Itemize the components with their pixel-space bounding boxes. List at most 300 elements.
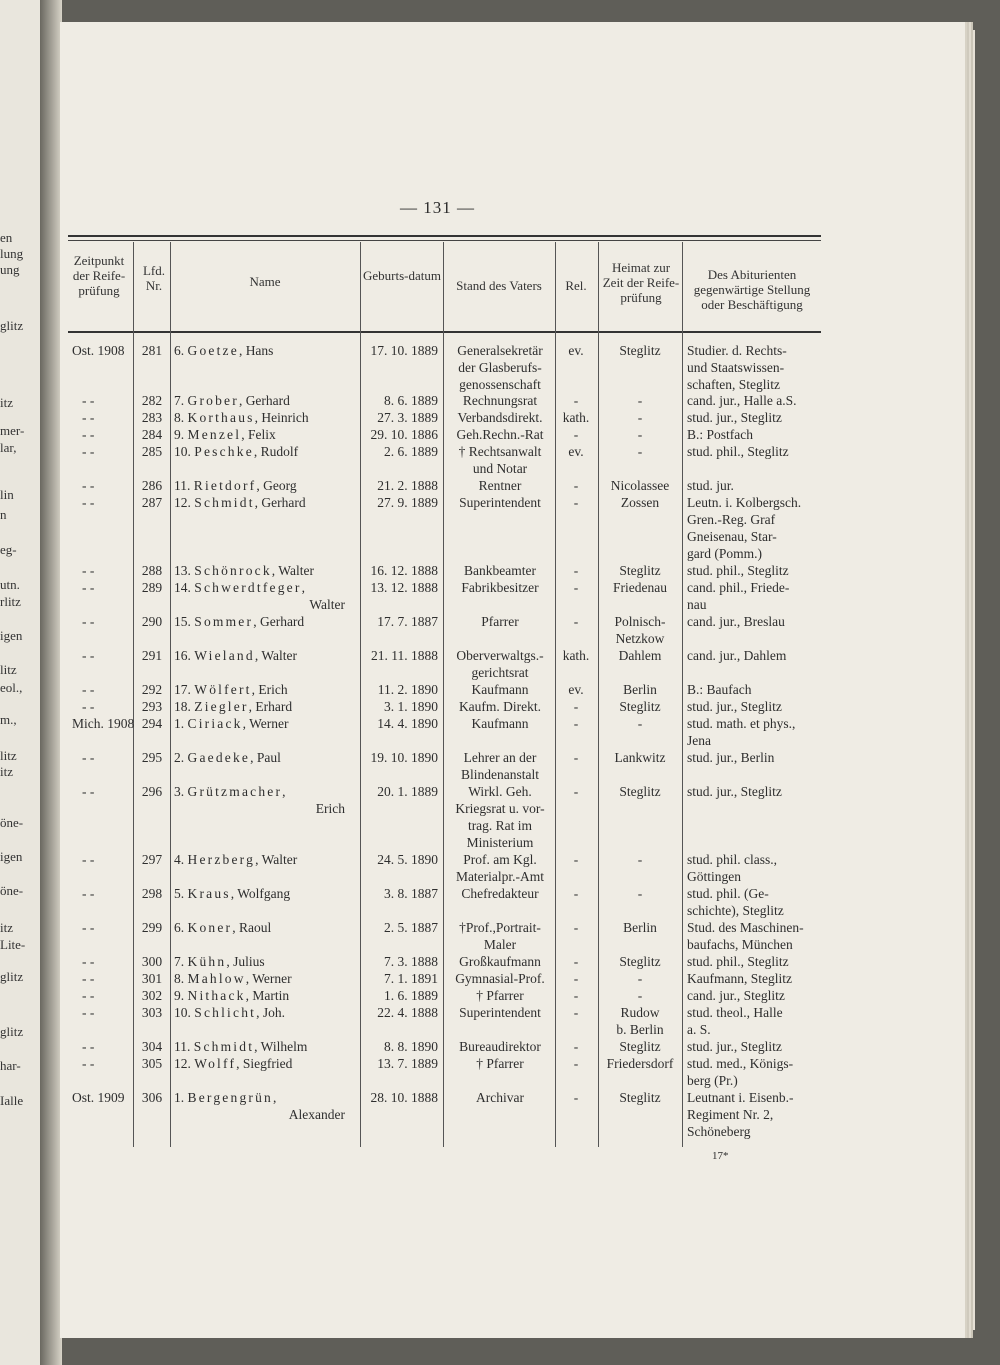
cell-zeitpunkt: - -	[82, 699, 95, 714]
cell-zeitpunkt: - -	[82, 648, 95, 663]
cell-stellung: und Staatswissen-	[687, 360, 785, 375]
cell-stellung: stud. theol., Halle	[687, 1005, 783, 1020]
cell-stellung: Göttingen	[687, 869, 741, 884]
cell-stellung: stud. jur., Steglitz	[687, 699, 782, 714]
cell-zeitpunkt: - -	[82, 971, 95, 986]
cell-heimat: -	[637, 971, 643, 986]
cell-stand-vaters: Gymnasial-Prof.	[455, 971, 545, 986]
cell-name-cont: Erich	[315, 801, 345, 816]
cell-heimat: -	[637, 444, 643, 459]
cell-geburtsdatum: 17. 10. 1889	[370, 343, 438, 358]
adjacent-page-text: har-	[0, 1058, 21, 1073]
forename: , Joh.	[256, 1005, 285, 1020]
cell-geburtsdatum: 22. 4. 1888	[377, 1005, 438, 1020]
cell-name	[174, 681, 288, 698]
cell-lfd-nr: 306	[141, 1090, 163, 1105]
cell-heimat: Friedenau	[613, 580, 667, 595]
cell-stand-vaters: Oberverwaltgs.-	[456, 648, 544, 663]
column-divider	[682, 242, 683, 1147]
cell-stellung: schaften, Steglitz	[687, 377, 780, 392]
signature-mark: 17*	[712, 1150, 729, 1162]
forename: , Werner	[242, 716, 289, 731]
cell-rel: ev.	[568, 343, 584, 358]
cell-name-cont: Walter	[309, 597, 345, 612]
cell-zeitpunkt: - -	[82, 784, 95, 799]
cell-heimat: b. Berlin	[616, 1022, 664, 1037]
cell-zeitpunkt: Mich. 1908	[72, 716, 135, 731]
cell-heimat: -	[637, 427, 643, 442]
cell-stand-vaters: † Rechtsanwalt	[458, 444, 542, 459]
cell-lfd-nr: 287	[141, 495, 163, 510]
cell-rel: -	[573, 495, 579, 510]
cell-rel: -	[573, 427, 579, 442]
cell-zeitpunkt: - -	[82, 750, 95, 765]
name-number: 16.	[174, 648, 195, 663]
cell-rel: -	[573, 393, 579, 408]
cell-lfd-nr: 299	[141, 920, 163, 935]
header-zeitpunkt: Zeitpunkt der Reife-prüfung	[72, 253, 126, 298]
surname: Schmidt	[193, 1039, 255, 1054]
name-number: 13.	[174, 563, 195, 578]
cell-heimat: Berlin	[623, 682, 657, 697]
cell-lfd-nr: 285	[141, 444, 163, 459]
name-number: 6.	[174, 920, 188, 935]
cell-geburtsdatum: 28. 10. 1888	[370, 1090, 438, 1105]
adjacent-page-text: glitz	[0, 969, 24, 984]
surname: Mahlow	[187, 971, 246, 986]
cell-heimat: Lankwitz	[614, 750, 666, 765]
surname: Ziegler	[194, 699, 249, 714]
cell-geburtsdatum: 1. 6. 1889	[384, 988, 438, 1003]
cell-stellung: cand. jur., Steglitz	[687, 988, 785, 1003]
cell-lfd-nr: 298	[141, 886, 163, 901]
cell-geburtsdatum: 27. 9. 1889	[377, 495, 438, 510]
cell-geburtsdatum: 13. 7. 1889	[377, 1056, 438, 1071]
cell-lfd-nr: 305	[141, 1056, 163, 1071]
adjacent-page-text: itz	[0, 764, 13, 779]
cell-zeitpunkt: - -	[82, 1039, 95, 1054]
surname: Sommer	[194, 614, 254, 629]
cell-zeitpunkt: - -	[82, 954, 95, 969]
cell-rel: -	[573, 971, 579, 986]
adjacent-page-text: litz	[0, 662, 17, 677]
cell-rel: ev.	[568, 444, 584, 459]
cell-lfd-nr: 293	[141, 699, 163, 714]
cell-rel: ev.	[568, 682, 584, 697]
cell-stellung: gard (Pomm.)	[687, 546, 762, 561]
cell-stand-vaters: Bureaudirektor	[459, 1039, 541, 1054]
cell-stellung: stud. jur., Steglitz	[687, 784, 782, 799]
cell-rel: -	[573, 1090, 579, 1105]
cell-stellung: Jena	[687, 733, 711, 748]
cell-zeitpunkt: Ost. 1908	[72, 343, 125, 358]
cell-stand-vaters: Superintendent	[459, 495, 541, 510]
cell-geburtsdatum: 27. 3. 1889	[377, 410, 438, 425]
cell-zeitpunkt: Ost. 1909	[72, 1090, 125, 1105]
cell-name	[174, 749, 281, 766]
cell-rel: -	[573, 750, 579, 765]
cell-name	[174, 392, 290, 409]
cell-rel: kath.	[562, 648, 590, 663]
cell-geburtsdatum: 17. 7. 1887	[377, 614, 438, 629]
forename: , Raoul	[232, 920, 272, 935]
cell-name	[174, 1038, 307, 1055]
forename: , Werner	[245, 971, 292, 986]
forename: , Gerhard	[238, 393, 290, 408]
cell-heimat: Friedersdorf	[606, 1056, 674, 1071]
cell-lfd-nr: 297	[141, 852, 163, 867]
name-number: 9.	[174, 988, 188, 1003]
cell-stellung: Leutnant i. Eisenb.-	[687, 1090, 794, 1105]
surname: Schönrock	[194, 563, 272, 578]
adjacent-page-text: mer-	[0, 423, 25, 438]
name-number: 9.	[174, 427, 188, 442]
header-rel: Rel.	[565, 278, 587, 293]
cell-stand-vaters: Chefredakteur	[461, 886, 539, 901]
cell-stellung: stud. phil., Steglitz	[687, 954, 789, 969]
adjacent-page-text: öne-	[0, 883, 24, 898]
cell-stand-vaters: Lehrer an der	[463, 750, 537, 765]
forename: , Rudolf	[253, 444, 299, 459]
adjacent-page-edge	[0, 0, 42, 1365]
cell-stand-vaters: Kaufmann	[471, 716, 529, 731]
table-header-rule	[68, 331, 821, 333]
cell-zeitpunkt: - -	[82, 427, 95, 442]
name-number: 15.	[174, 614, 195, 629]
adjacent-page-text: utn.	[0, 577, 20, 592]
forename: , Erich	[251, 682, 288, 697]
header-geburtsdatum: Geburts-datum	[363, 268, 441, 283]
cell-lfd-nr: 296	[141, 784, 163, 799]
cell-zeitpunkt: - -	[82, 920, 95, 935]
name-number: 12.	[174, 495, 195, 510]
surname: Goetze	[187, 343, 239, 358]
book-page	[60, 22, 965, 1338]
name-number: 8.	[174, 971, 188, 986]
cell-name	[174, 851, 297, 868]
cell-rel: -	[573, 563, 579, 578]
surname: Korthaus	[187, 410, 255, 425]
cell-stellung: Stud. des Maschinen-	[687, 920, 804, 935]
adjacent-page-text: eol.,	[0, 680, 23, 695]
adjacent-page-text: litz	[0, 748, 17, 763]
name-number: 6.	[174, 343, 188, 358]
cell-stand-vaters: Rentner	[478, 478, 522, 493]
cell-stellung: stud. phil., Steglitz	[687, 563, 789, 578]
cell-lfd-nr: 301	[141, 971, 163, 986]
cell-lfd-nr: 291	[141, 648, 163, 663]
cell-geburtsdatum: 21. 2. 1888	[377, 478, 438, 493]
cell-zeitpunkt: - -	[82, 444, 95, 459]
cell-stellung: Leutn. i. Kolbergsch.	[687, 495, 802, 510]
adjacent-page-text: ung	[0, 262, 20, 277]
cell-geburtsdatum: 16. 12. 1888	[370, 563, 438, 578]
cell-stand-vaters: † Pfarrer	[476, 1056, 524, 1071]
cell-stand-vaters: Ministerium	[466, 835, 534, 850]
forename: , Julius	[226, 954, 265, 969]
adjacent-page-text: n	[0, 507, 7, 522]
adjacent-page-text: lung	[0, 246, 24, 261]
cell-zeitpunkt: - -	[82, 495, 95, 510]
cell-stellung: schichte), Steglitz	[687, 903, 784, 918]
cell-name	[174, 698, 292, 715]
cell-stand-vaters: der Glasberufs-	[458, 360, 542, 375]
cell-name	[174, 579, 305, 596]
cell-name	[174, 409, 309, 426]
cell-stand-vaters: Archivar	[476, 1090, 524, 1105]
forename: , Gerhard	[254, 495, 306, 510]
name-number: 11.	[174, 478, 194, 493]
adjacent-page-text: lin	[0, 487, 14, 502]
cell-stellung: cand. phil., Friede-	[687, 580, 790, 595]
cell-stand-vaters: Superintendent	[459, 1005, 541, 1020]
surname: Kraus	[187, 886, 231, 901]
cell-heimat: -	[637, 716, 643, 731]
book-gutter	[40, 0, 62, 1365]
cell-name	[174, 953, 265, 970]
cell-stand-vaters: Kaufmann	[471, 682, 529, 697]
cell-heimat: Steglitz	[619, 954, 661, 969]
name-number: 7.	[174, 393, 188, 408]
cell-name	[174, 783, 286, 800]
cell-geburtsdatum: 7. 3. 1888	[384, 954, 438, 969]
page-number: — 131 —	[400, 198, 475, 217]
cell-rel: -	[573, 988, 579, 1003]
adjacent-page-text: Lite-	[0, 937, 26, 952]
cell-stellung: stud. jur., Steglitz	[687, 1039, 782, 1054]
cell-stellung: stud. med., Königs-	[687, 1056, 794, 1071]
cell-lfd-nr: 281	[141, 343, 163, 358]
surname: Schlicht	[194, 1005, 257, 1020]
cell-rel: -	[573, 954, 579, 969]
cell-zeitpunkt: - -	[82, 1005, 95, 1020]
name-number: 12.	[174, 1056, 195, 1071]
cell-heimat: Polnisch-	[614, 614, 666, 629]
cell-stand-vaters: Bankbeamter	[464, 563, 536, 578]
cell-name	[174, 970, 292, 987]
cell-stellung: Gneisenau, Star-	[687, 529, 777, 544]
cell-rel: -	[573, 1039, 579, 1054]
cell-name	[174, 1004, 285, 1021]
surname: Ciriack	[187, 716, 243, 731]
cell-name	[174, 715, 289, 732]
cell-heimat: -	[637, 988, 643, 1003]
adjacent-page-text: en	[0, 230, 13, 245]
cell-stellung: nau	[687, 597, 707, 612]
surname: Rietdorf	[193, 478, 257, 493]
cell-stellung: Schöneberg	[687, 1124, 751, 1139]
cell-stand-vaters: und Notar	[472, 461, 528, 476]
cell-geburtsdatum: 19. 10. 1890	[370, 750, 438, 765]
cell-lfd-nr: 292	[141, 682, 163, 697]
cell-rel: -	[573, 1056, 579, 1071]
cell-stand-vaters: Geh.Rechn.-Rat	[456, 427, 544, 442]
cell-zeitpunkt: - -	[82, 988, 95, 1003]
forename: , Walter	[255, 852, 298, 867]
forename: , Wolfgang	[230, 886, 291, 901]
header-heimat: Heimat zur Zeit der Reife-prüfung	[602, 260, 680, 305]
adjacent-page-text: Ialle	[0, 1093, 24, 1108]
header-lfd-nr: Lfd. Nr.	[142, 263, 166, 293]
cell-geburtsdatum: 29. 10. 1886	[370, 427, 438, 442]
surname: Wieland	[194, 648, 255, 663]
cell-stand-vaters: Verbandsdirekt.	[457, 410, 543, 425]
surname: Schmidt	[194, 495, 255, 510]
cell-geburtsdatum: 13. 12. 1888	[370, 580, 438, 595]
surname: Grober	[187, 393, 239, 408]
cell-lfd-nr: 283	[141, 410, 163, 425]
forename: , Walter	[271, 563, 314, 578]
name-number: 17.	[174, 682, 195, 697]
cell-heimat: Dahlem	[618, 648, 662, 663]
cell-stand-vaters: Blindenanstalt	[461, 767, 539, 782]
cell-stand-vaters: Wirkl. Geh.	[468, 784, 532, 799]
name-number: 1.	[174, 1090, 188, 1105]
cell-rel: -	[573, 886, 579, 901]
table-top-rule	[68, 235, 821, 237]
column-divider	[443, 242, 444, 1147]
cell-name	[174, 562, 314, 579]
cell-stand-vaters: Kriegsrat u. vor-	[455, 801, 545, 816]
cell-zeitpunkt: - -	[82, 614, 95, 629]
cell-lfd-nr: 303	[141, 1005, 163, 1020]
header-stand-vaters: Stand des Vaters	[456, 278, 542, 293]
cell-geburtsdatum: 2. 5. 1887	[384, 920, 438, 935]
cell-lfd-nr: 290	[141, 614, 163, 629]
adjacent-page-text: m.,	[0, 712, 17, 727]
cell-geburtsdatum: 24. 5. 1890	[377, 852, 438, 867]
cell-name	[174, 477, 297, 494]
surname: Wölfert	[194, 682, 252, 697]
cell-stand-vaters: †Prof.,Portrait-	[459, 920, 541, 935]
cell-geburtsdatum: 3. 8. 1887	[384, 886, 438, 901]
cell-rel: -	[573, 784, 579, 799]
cell-stellung: cand. jur., Halle a.S.	[687, 393, 797, 408]
name-number: 5.	[174, 886, 188, 901]
cell-zeitpunkt: - -	[82, 410, 95, 425]
cell-lfd-nr: 304	[141, 1039, 163, 1054]
cell-lfd-nr: 294	[141, 716, 163, 731]
cell-zeitpunkt: - -	[82, 852, 95, 867]
cell-rel: -	[573, 614, 579, 629]
cell-stellung: stud. jur., Berlin	[687, 750, 775, 765]
cell-stand-vaters: † Pfarrer	[476, 988, 524, 1003]
header-stellung: Des Abiturienten gegenwärtige Stellung oder Beschäftigung	[693, 267, 811, 312]
cell-stellung: stud. jur.	[687, 478, 734, 493]
surname: Koner	[187, 920, 233, 935]
cell-lfd-nr: 295	[141, 750, 163, 765]
surname: Wolff	[194, 1056, 237, 1071]
cell-geburtsdatum: 8. 6. 1889	[384, 393, 438, 408]
name-number: 11.	[174, 1039, 194, 1054]
cell-stellung: Studier. d. Rechts-	[687, 343, 787, 358]
adjacent-page-text: glitz	[0, 318, 24, 333]
cell-stellung: stud. phil. (Ge-	[687, 886, 769, 901]
cell-lfd-nr: 286	[141, 478, 163, 493]
cell-heimat: Rudow	[620, 1005, 660, 1020]
cell-stand-vaters: trag. Rat im	[467, 818, 533, 833]
forename: ,	[282, 784, 286, 799]
forename: , Martin	[245, 988, 290, 1003]
cell-heimat: Netzkow	[615, 631, 665, 646]
cell-name-cont: Alexander	[288, 1107, 345, 1122]
adjacent-page-text: öne-	[0, 815, 24, 830]
cell-heimat: Steglitz	[619, 1090, 661, 1105]
surname: Kühn	[187, 954, 227, 969]
cell-geburtsdatum: 14. 4. 1890	[377, 716, 438, 731]
surname: Menzel	[187, 427, 242, 442]
cell-heimat: -	[637, 886, 643, 901]
cell-stellung: stud. jur., Steglitz	[687, 410, 782, 425]
cell-lfd-nr: 282	[141, 393, 163, 408]
forename: , Heinrich	[254, 410, 309, 425]
cell-zeitpunkt: - -	[82, 886, 95, 901]
cell-geburtsdatum: 21. 11. 1888	[371, 648, 438, 663]
cell-name	[174, 1055, 292, 1072]
cell-heimat: Zossen	[620, 495, 660, 510]
cell-lfd-nr: 302	[141, 988, 163, 1003]
cell-name	[174, 647, 297, 664]
cell-name	[174, 885, 290, 902]
surname: Gaedeke	[187, 750, 251, 765]
cell-stand-vaters: Rechnungsrat	[462, 393, 538, 408]
cell-heimat: -	[637, 852, 643, 867]
surname: Bergengrün	[187, 1090, 273, 1105]
cell-lfd-nr: 284	[141, 427, 163, 442]
cell-rel: -	[573, 699, 579, 714]
cell-stellung: B.: Baufach	[687, 682, 752, 697]
cell-heimat: -	[637, 410, 643, 425]
cell-stellung: cand. jur., Breslau	[687, 614, 785, 629]
cell-rel: -	[573, 1005, 579, 1020]
cell-stand-vaters: Prof. am Kgl.	[463, 852, 537, 867]
name-number: 4.	[174, 852, 188, 867]
surname: Herzberg	[187, 852, 256, 867]
cell-heimat: Steglitz	[619, 699, 661, 714]
cell-zeitpunkt: - -	[82, 393, 95, 408]
cell-name	[174, 342, 273, 359]
forename: , Erhard	[248, 699, 293, 714]
cell-stellung: cand. jur., Dahlem	[687, 648, 787, 663]
forename: , Walter	[254, 648, 297, 663]
cell-geburtsdatum: 2. 6. 1889	[384, 444, 438, 459]
cell-name	[174, 1089, 276, 1106]
cell-zeitpunkt: - -	[82, 563, 95, 578]
adjacent-page-text: igen	[0, 849, 23, 864]
table-top-rule-thin	[68, 240, 821, 241]
cell-stellung: stud. math. et phys.,	[687, 716, 796, 731]
forename: , Gerhard	[253, 614, 305, 629]
cell-heimat: Steglitz	[619, 563, 661, 578]
adjacent-page-text: itz	[0, 395, 13, 410]
cell-stand-vaters: Großkaufmann	[459, 954, 541, 969]
cell-lfd-nr: 288	[141, 563, 163, 578]
cell-stand-vaters: genossenschaft	[459, 377, 541, 392]
forename: ,	[273, 1090, 277, 1105]
cell-stand-vaters: Fabrikbesitzer	[461, 580, 539, 595]
cell-zeitpunkt: - -	[82, 1056, 95, 1071]
cell-stand-vaters: gerichtsrat	[471, 665, 529, 680]
cell-lfd-nr: 300	[141, 954, 163, 969]
name-number: 14.	[174, 580, 195, 595]
cell-rel: kath.	[562, 410, 590, 425]
cell-stand-vaters: Pfarrer	[481, 614, 519, 629]
cell-heimat: Nicolassee	[610, 478, 670, 493]
adjacent-page-text: glitz	[0, 1024, 24, 1039]
cell-stellung: Kaufmann, Steglitz	[687, 971, 792, 986]
name-number: 18.	[174, 699, 195, 714]
name-number: 10.	[174, 1005, 195, 1020]
